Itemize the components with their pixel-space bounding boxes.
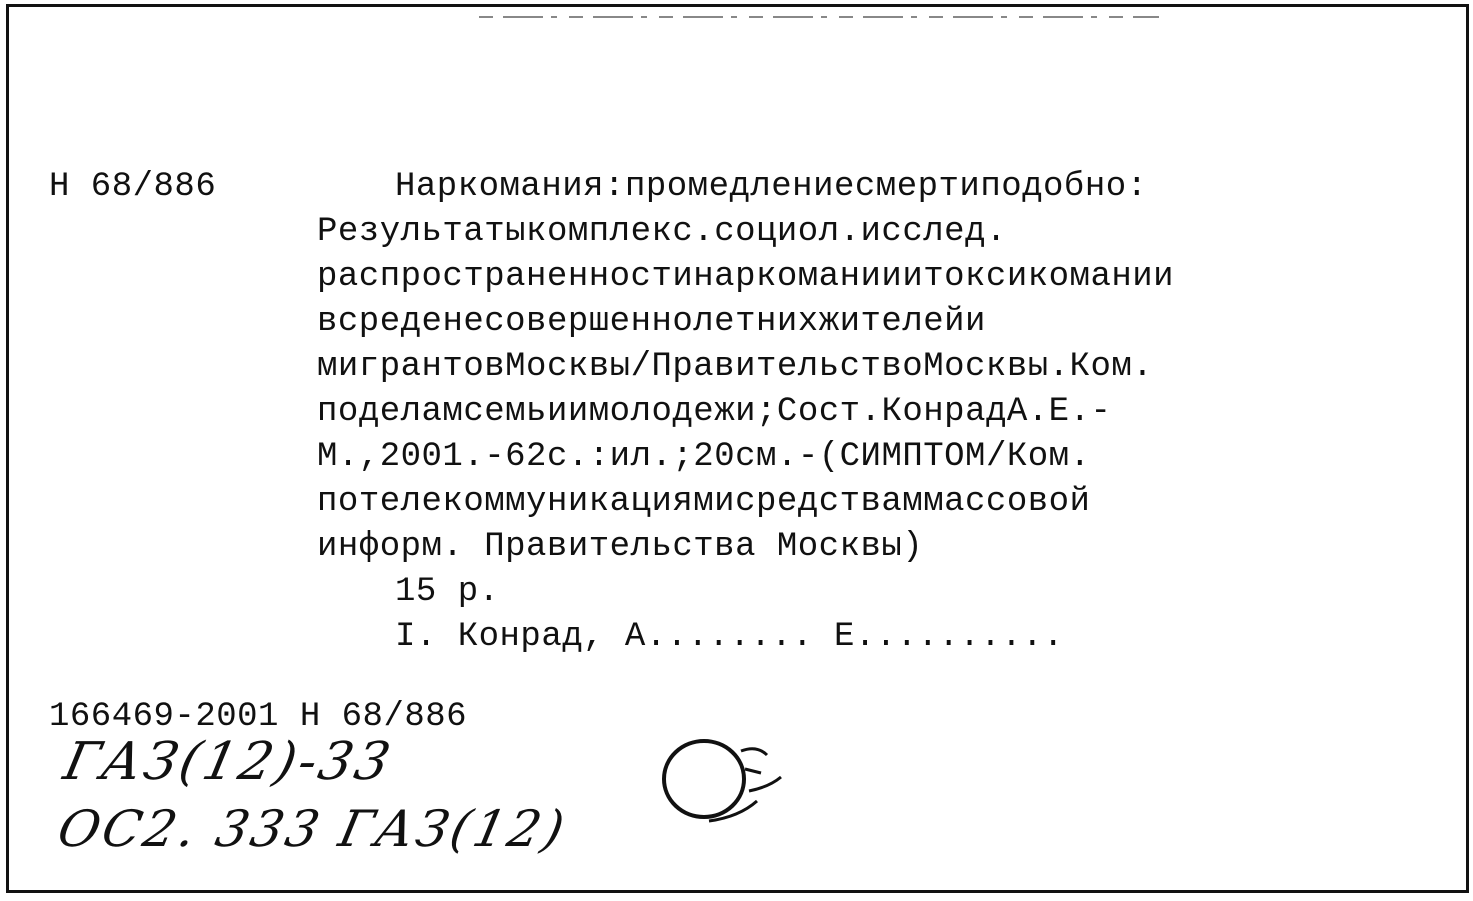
entry-word: см.-	[735, 438, 819, 476]
entry-word: несовершеннолетних	[442, 303, 819, 341]
entry-word: социол.	[714, 213, 861, 251]
entry-word: 2001.-	[379, 438, 506, 476]
entry-word: 20	[693, 438, 736, 476]
entry-line	[317, 165, 1427, 210]
bibliographic-entry	[317, 165, 1427, 660]
entry-word: в	[317, 303, 338, 341]
entry-word: Сост.	[776, 393, 882, 431]
entry-word: по	[317, 483, 359, 521]
entry-line: I. Конрад, А........ Е..........	[395, 618, 1064, 656]
entry-word: семьи	[463, 393, 568, 431]
entry-word: и	[567, 393, 589, 431]
entry-line: 15 р.	[395, 573, 500, 611]
entry-line: информ. Правительства Москвы)	[317, 528, 924, 566]
entry-word: /	[630, 348, 652, 386]
entry-word: и	[902, 258, 924, 296]
entry-word: смерти	[854, 168, 981, 206]
handwritten-notes	[52, 732, 579, 892]
entry-line	[317, 210, 1427, 255]
entry-word: Правительство	[651, 348, 924, 386]
scan-artifact	[479, 15, 1159, 19]
entry-word: Москвы	[505, 348, 631, 386]
entry-word: Наркомания	[395, 168, 605, 206]
entry-word: токсикомании	[923, 258, 1175, 296]
entry-word: и	[965, 303, 986, 341]
entry-word: комплекс.	[526, 213, 715, 251]
entry-word: (СИМПТОМ/	[818, 438, 1007, 476]
call-number: Н 68/886	[49, 168, 217, 206]
entry-word: распространенности	[317, 258, 694, 296]
entry-word: мигрантов	[317, 348, 506, 386]
entry-word: жителей	[818, 303, 966, 341]
circle-mark	[649, 729, 799, 839]
entry-word: наркомании	[693, 258, 903, 296]
entry-word: А.Е.-	[1006, 393, 1112, 431]
catalog-card	[6, 4, 1469, 893]
entry-line	[317, 255, 1427, 300]
entry-line	[317, 300, 1427, 345]
entry-word: исслед.	[860, 213, 1007, 251]
entry-word: молодежи;	[588, 393, 777, 431]
entry-word: Конрад	[881, 393, 1007, 431]
entry-word: :	[604, 168, 625, 206]
entry-word: Результаты	[317, 213, 527, 251]
entry-word: ил.;	[609, 438, 694, 476]
entry-word: М.,	[317, 438, 380, 476]
entry-line	[317, 345, 1427, 390]
entry-word: по	[317, 393, 359, 431]
handwritten-note-line-2: ОС2. 333 ГАЗ(12)	[52, 800, 573, 858]
entry-word: среде	[337, 303, 443, 341]
entry-word: Москвы.	[923, 348, 1070, 386]
entry-word: Ком.	[1069, 348, 1154, 386]
inventory-line: 166469-2001 Н 68/886	[49, 698, 468, 736]
entry-word: подобно:	[980, 168, 1148, 206]
entry-word: 62	[505, 438, 547, 476]
entry-word: с.:	[546, 438, 610, 476]
entry-word: делам	[358, 393, 464, 431]
entry-word: промедление	[624, 168, 855, 206]
entry-word: и	[714, 483, 736, 521]
entry-word: массовой	[923, 483, 1091, 521]
handwritten-note-line-1: ГАЗ(12)-33	[58, 732, 399, 792]
entry-line	[317, 390, 1427, 435]
entry-word: Ком.	[1006, 438, 1091, 476]
entry-word: средствам	[735, 483, 924, 521]
entry-line	[317, 480, 1427, 525]
entry-line	[317, 435, 1427, 480]
entry-word: телекоммуникациям	[358, 483, 715, 521]
